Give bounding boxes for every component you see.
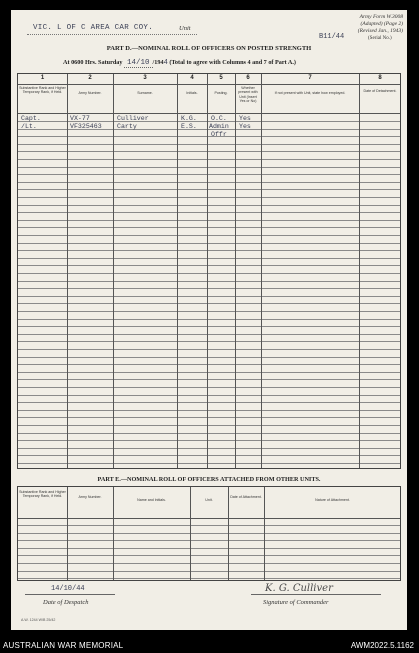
table-column-rule — [177, 74, 178, 468]
table-row-line — [18, 303, 400, 304]
table-row-line — [18, 136, 400, 137]
officers-posted-table — [17, 73, 401, 469]
table-rule — [18, 113, 400, 114]
column-header-present: Whether present with Unit (Insert Yes or No) — [238, 86, 258, 104]
table-row-line — [18, 364, 400, 365]
table-row-line — [18, 357, 400, 358]
e-header-nature: Nature of Attachment. — [315, 498, 350, 502]
table-column-rule — [261, 74, 262, 468]
column-header-posting: Posting. — [214, 91, 228, 95]
strength-suffix: (Total to agree with Columns 4 and 7 of Part A.) — [169, 59, 296, 66]
table-row-line — [18, 533, 400, 534]
table-row-line — [18, 349, 400, 350]
table-column-rule — [113, 74, 114, 468]
table-row-line — [18, 189, 400, 190]
strength-prefix: At 0600 Hrs. Saturday — [63, 59, 123, 66]
column-header-rank: Substantive Rank and Higher Temporary Rank, if Held. — [19, 86, 66, 95]
table-column-rule — [190, 487, 191, 580]
table-row-line — [18, 440, 400, 441]
table-column-rule — [67, 74, 68, 468]
caption-accession: AWM2022.5.1162 — [350, 641, 414, 650]
row1-surname: Culliver — [117, 115, 149, 122]
row2-initials: E.S. — [181, 123, 197, 130]
table-rule — [18, 84, 400, 85]
despatch-label: Date of Despatch — [43, 599, 89, 606]
row2-surname: Carty — [117, 123, 137, 130]
table-row-line — [18, 341, 400, 342]
column-number: 8 — [378, 75, 382, 81]
row2-army-number: VF325463 — [70, 123, 102, 130]
despatch-underline — [25, 594, 115, 595]
table-row-line — [18, 288, 400, 289]
strength-date: 14/10 — [124, 59, 153, 68]
table-row-line — [18, 174, 400, 175]
column-number: 3 — [143, 75, 147, 81]
table-row-line — [18, 425, 400, 426]
row1-rank: Capt. — [21, 115, 41, 122]
table-row-line — [18, 281, 400, 282]
e-header-army-number: Army Number. — [78, 495, 102, 499]
e-header-unit: Unit. — [205, 498, 213, 502]
table-row-line — [18, 548, 400, 549]
table-row-line — [18, 265, 400, 266]
table-row-line — [18, 571, 400, 572]
signature-label: Signature of Commander — [263, 599, 329, 606]
part-d-title: PART D.—NOMINAL ROLL OF OFFICERS ON POSTED STRENGTH — [106, 45, 312, 52]
table-row-line — [18, 205, 400, 206]
table-row-line — [18, 250, 400, 251]
serial-number: B11/44 — [319, 33, 345, 41]
table-row-line — [18, 243, 400, 244]
table-column-rule — [235, 74, 236, 468]
unit-name: VIC. L OF C AREA CAR COY. — [33, 24, 154, 32]
table-row-line — [18, 372, 400, 373]
table-row-line — [18, 540, 400, 541]
column-header-surname: Surname. — [137, 91, 153, 95]
table-row-line — [18, 463, 400, 464]
row1-posting: O.C. — [211, 115, 227, 122]
table-row-line — [18, 326, 400, 327]
table-row-line — [18, 258, 400, 259]
row1-army-number: VX-77 — [70, 115, 90, 122]
column-number: 2 — [88, 75, 92, 81]
table-row-line — [18, 182, 400, 183]
row2-present: Yes — [239, 123, 251, 130]
column-number: 7 — [308, 75, 312, 81]
column-header-initials: Initials. — [186, 91, 198, 95]
print-reference: A.W. 1244 W/B 25/42 — [21, 618, 56, 622]
column-number: 1 — [40, 75, 45, 81]
table-row-line — [18, 525, 400, 526]
table-row-line — [18, 379, 400, 380]
table-column-rule — [207, 74, 208, 468]
form-ref-line: Army Form W.3008 — [359, 14, 403, 20]
e-header-name: Name and Initials. — [137, 498, 166, 502]
form-ref-line: (Adapted) (Page 2) — [360, 21, 403, 27]
column-header-employed: If not present with Unit, state how employed. — [274, 91, 346, 95]
table-column-rule — [264, 487, 265, 580]
column-number: 5 — [219, 75, 223, 81]
form-reference — [327, 14, 403, 35]
row2-rank: /Lt. — [21, 123, 37, 130]
form-page — [11, 10, 407, 630]
officers-attached-table — [17, 486, 401, 581]
column-header-army-number: Army Number. — [78, 91, 102, 95]
table-row-line — [18, 417, 400, 418]
serial-label: (Serial No.) — [368, 36, 392, 41]
table-row-line — [18, 448, 400, 449]
strength-year: /194 — [152, 59, 164, 66]
table-row-line — [18, 220, 400, 221]
table-row-line — [18, 433, 400, 434]
table-row-line — [18, 227, 400, 228]
table-row-line — [18, 151, 400, 152]
strength-year-typed: 4 — [163, 59, 168, 67]
table-column-rule — [228, 487, 229, 580]
signature-underline — [251, 594, 381, 595]
row3-posting: Offr — [211, 131, 227, 138]
table-row-line — [18, 296, 400, 297]
table-column-rule — [67, 487, 68, 580]
unit-label: Unit — [179, 25, 191, 32]
table-row-line — [18, 387, 400, 388]
table-column-rule — [113, 487, 114, 580]
e-header-rank: Substantive Rank and Higher Temporary Rank, if Held. — [19, 490, 66, 499]
row1-present: Yes — [239, 115, 251, 122]
table-rule — [18, 518, 400, 519]
part-e-title: PART E.—NOMINAL ROLL OF OFFICERS ATTACHED FROM OTHER UNITS. — [97, 476, 321, 483]
table-row-line — [18, 334, 400, 335]
table-row-line — [18, 197, 400, 198]
table-row-line — [18, 455, 400, 456]
table-row-line — [18, 144, 400, 145]
column-number: 6 — [246, 75, 250, 81]
table-row-line — [18, 410, 400, 411]
table-row-line — [18, 555, 400, 556]
table-row-line — [18, 319, 400, 320]
caption-institution: AUSTRALIAN WAR MEMORIAL — [3, 641, 124, 650]
table-row-line — [18, 311, 400, 312]
despatch-date: 14/10/44 — [51, 585, 85, 593]
row1-initials: K.G. — [181, 115, 197, 122]
column-header-detachment: Date of Detachment. — [363, 89, 397, 93]
row2-posting: Admin — [209, 123, 229, 130]
table-row-line — [18, 563, 400, 564]
table-row-line — [18, 167, 400, 168]
table-column-rule — [359, 74, 360, 468]
table-row-line — [18, 159, 400, 160]
table-row-line — [18, 395, 400, 396]
strength-line — [63, 59, 296, 67]
signature-text: K. G. Culliver — [265, 583, 333, 594]
table-row-line — [18, 273, 400, 274]
e-header-date: Date of Attachment. — [230, 495, 262, 499]
table-row-line — [18, 212, 400, 213]
table-row-line — [18, 402, 400, 403]
column-number: 4 — [190, 75, 194, 81]
table-row-line — [18, 235, 400, 236]
form-ref-line: (Revised Jan., 1943) — [357, 28, 403, 34]
